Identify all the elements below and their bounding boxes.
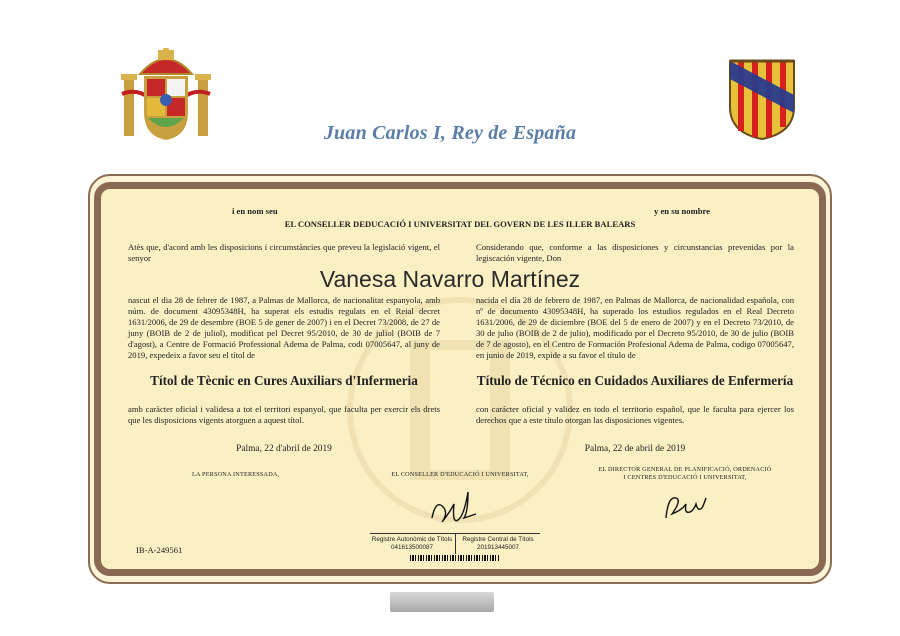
serial-number: IB-A-249561 (136, 545, 183, 555)
signatory-conseller: EL CONSELLER D'EDUCACIÓ I UNIVERSITAT, (391, 471, 529, 478)
catalan-date: Palma, 22 d'abril de 2019 (236, 444, 332, 454)
conseller-signature-icon (424, 488, 480, 530)
spanish-intro: y en su nombre (654, 206, 710, 216)
signatory-director-1: EL DIRECTOR GENERAL DE PLANIFICACIÓ, ORDENACIÓ (598, 466, 772, 473)
registry-autonomic-label: Registre Autonòmic de Títols (371, 536, 453, 543)
registry-central (456, 536, 540, 552)
director-signature-icon (660, 488, 710, 526)
spanish-date: Palma, 22 de abril de 2019 (584, 444, 686, 454)
registry-central-number: 201913445007 (476, 544, 520, 551)
issuing-authority: EL CONSELLER DEDUCACIÓ I UNIVERSITAT DEL GOVERN DE LES ILLER BALEARS (284, 219, 636, 229)
seal-stamp (390, 592, 494, 612)
spanish-validity: con carácter oficial y validez en todo el territorio español, que le faculta para ejercer los derechos que a este título otorgan las disposiciones vigentes. (476, 404, 794, 425)
catalan-opening: Atès que, d'acord amb les disposicions i circumstàncies que preveu la legislació vigent, el senyor (128, 242, 440, 263)
holder-name: Vanesa Navarro Martínez (319, 266, 581, 292)
registry-autonomic (370, 536, 454, 552)
catalan-body: nascut el dia 28 de febrer de 1987, a Palmas de Mallorca, de nacionalitat espanyola, amb núm. de document 43095348H, ha superat els estudis regulats en el Reial decret 1631/2006, de 29 de desembre (BOE 5 de gener de 2007) i en el Decret 73/2008, de 27 de juny (BOIB de 2 de juliol), modificat pel Decret 95/2010, de 30 de juliol (BOIB de 7 d'agost), a Centre de Formació Professional Adema de Palma, codi 07005647, al juny de 2019, expedeix a favor seu el títol de (128, 295, 440, 360)
catalan-degree-title: Títol de Tècnic en Cures Auxiliars d'Infermeria (150, 373, 418, 388)
spanish-body: nacida el día 28 de febrero de 1987, en Palmas de Mallorca, de nacionalidad española, con nº de documento 43095348H, ha superado los estudios regulados en el Real Decreto 1631/2006, de 29 de diciembre (BOE del 5 de enero de 2007) y en el Decreto 73/2010, de 30 de julio (BOIB de 2 de julio), modificado por el Decreto 95/2010, de 30 de julio (BOIB de 7 de agosto), en el Centro de Formación Profesional Adema de Palma, codigo 07005647, en junio de 2019, expide a su favor el título de (476, 295, 794, 360)
monarch-title: Juan Carlos I, Rey de España (323, 122, 577, 144)
signatory-interested: LA PERSONA INTERESSADA, (192, 471, 280, 478)
registry-central-label: Registre Central de Títols (462, 536, 534, 543)
registry-barcode (410, 555, 500, 561)
spanish-degree-title: Título de Técnico en Cuidados Auxiliares de Enfermería (476, 373, 794, 388)
catalan-validity: amb caràcter oficial i validesa a tot el territori espanyol, que faculta per exercir els drets que les disposicions vigents atorguen a aquest títol. (128, 404, 440, 425)
registry-box (370, 533, 540, 564)
catalan-intro: i en nom seu (232, 206, 278, 216)
spanish-opening: Considerando que, conforme a las disposiciones y circunstancias prevenidas por la legiscación vigente, Don (476, 242, 794, 263)
registry-autonomic-number: 041613500087 (390, 544, 434, 551)
signatory-director-2: I CENTRES D'EDUCACIÓ I UNIVERSITAT, (623, 474, 747, 481)
